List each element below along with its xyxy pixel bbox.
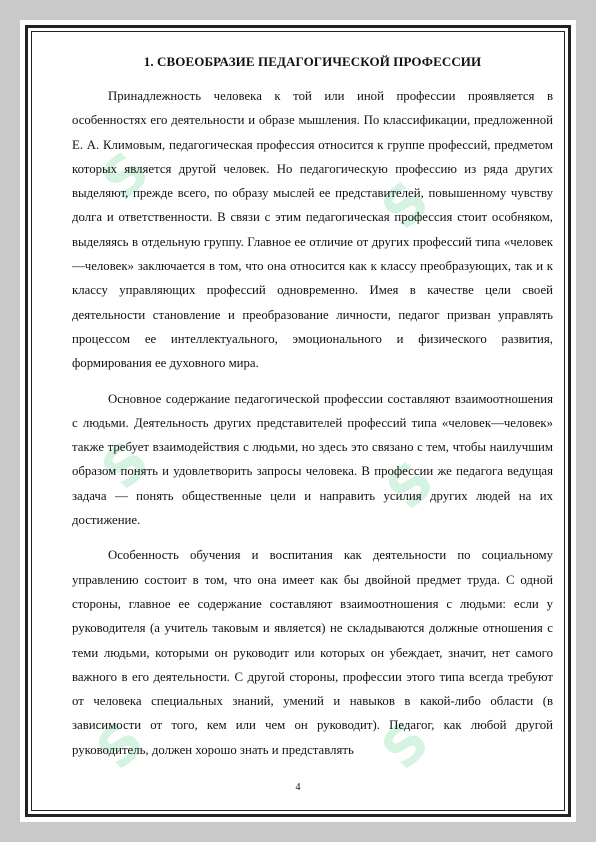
- watermark-logo-icon: S: [368, 708, 442, 782]
- watermark-logo-icon: S: [373, 448, 447, 522]
- section-heading: 1. СВОЕОБРАЗИЕ ПЕДАГОГИЧЕСКОЙ ПРОФЕССИИ: [143, 54, 482, 69]
- paragraph: Особенность обучения и воспитания как деятельности по социальному управлению состоит в том, что она имеет как бы двойной предмет труда. С одной стороны, главное ее содержание составляют взаимоотношения с людьми: если у руководителя (а учитель таковым и является) не складываются должные отношения с теми людьми, которыми он руководит или которых он убеждает, значит, нет самого важного в его деятельности. С другой стороны, профессии этого типа всегда требуют от человека специальных знаний, умений и навыков в какой-либо области (в зависимости от того, кем или чем он руководит). Педагог, как любой другой руководитель, должен хорошо знать и представлять: [72, 548, 553, 757]
- paragraph: Принадлежность человека к той или иной профессии проявляется в особенностях его деятельности и образе мышления. По классификации, предложенной Е. А. Климовым, педагогическая профессия относится к группе профессий, предметом которых является другой человек. Но педагогическую профессию из ряда других выделяют, прежде всего, по образу мыслей ее представителей, повышенному чувству долга и ответственности. В связи с этим педагогическая профессия стоит особняком, выделяясь в отдельную группу. Главное ее отличие от других профессий типа «человек—человек» заключается в том, что она относится как к классу преобразующих, так и к классу управляющих профессий одновременно. Имея в качестве цели своей деятельности становление и преобразование личности, педагог призван управлять процессом ее интеллектуального, эмоционального и физического развития, формирования ее духовного мира.: [72, 89, 553, 371]
- paragraph: Основное содержание педагогической профессии составляют взаимоотношения с людьми. Деятельность других представителей профессий типа «человек—человек» также требует взаимодействия с людьми, но здесь это связано с тем, чтобы наилучшим образом понять и удовлетворить запросы человека. В профессии же педагога ведущая задача — понять общественные цели и направить усилия других людей на их достижение.: [72, 391, 553, 528]
- document-body: [72, 54, 553, 773]
- watermark-logo-icon: S: [88, 428, 162, 502]
- document-page: [20, 20, 576, 822]
- watermark-logo-icon: S: [83, 708, 157, 782]
- watermark-logo-icon: S: [368, 168, 442, 242]
- page-number: 4: [295, 782, 301, 793]
- watermark-logo-icon: S: [88, 138, 162, 212]
